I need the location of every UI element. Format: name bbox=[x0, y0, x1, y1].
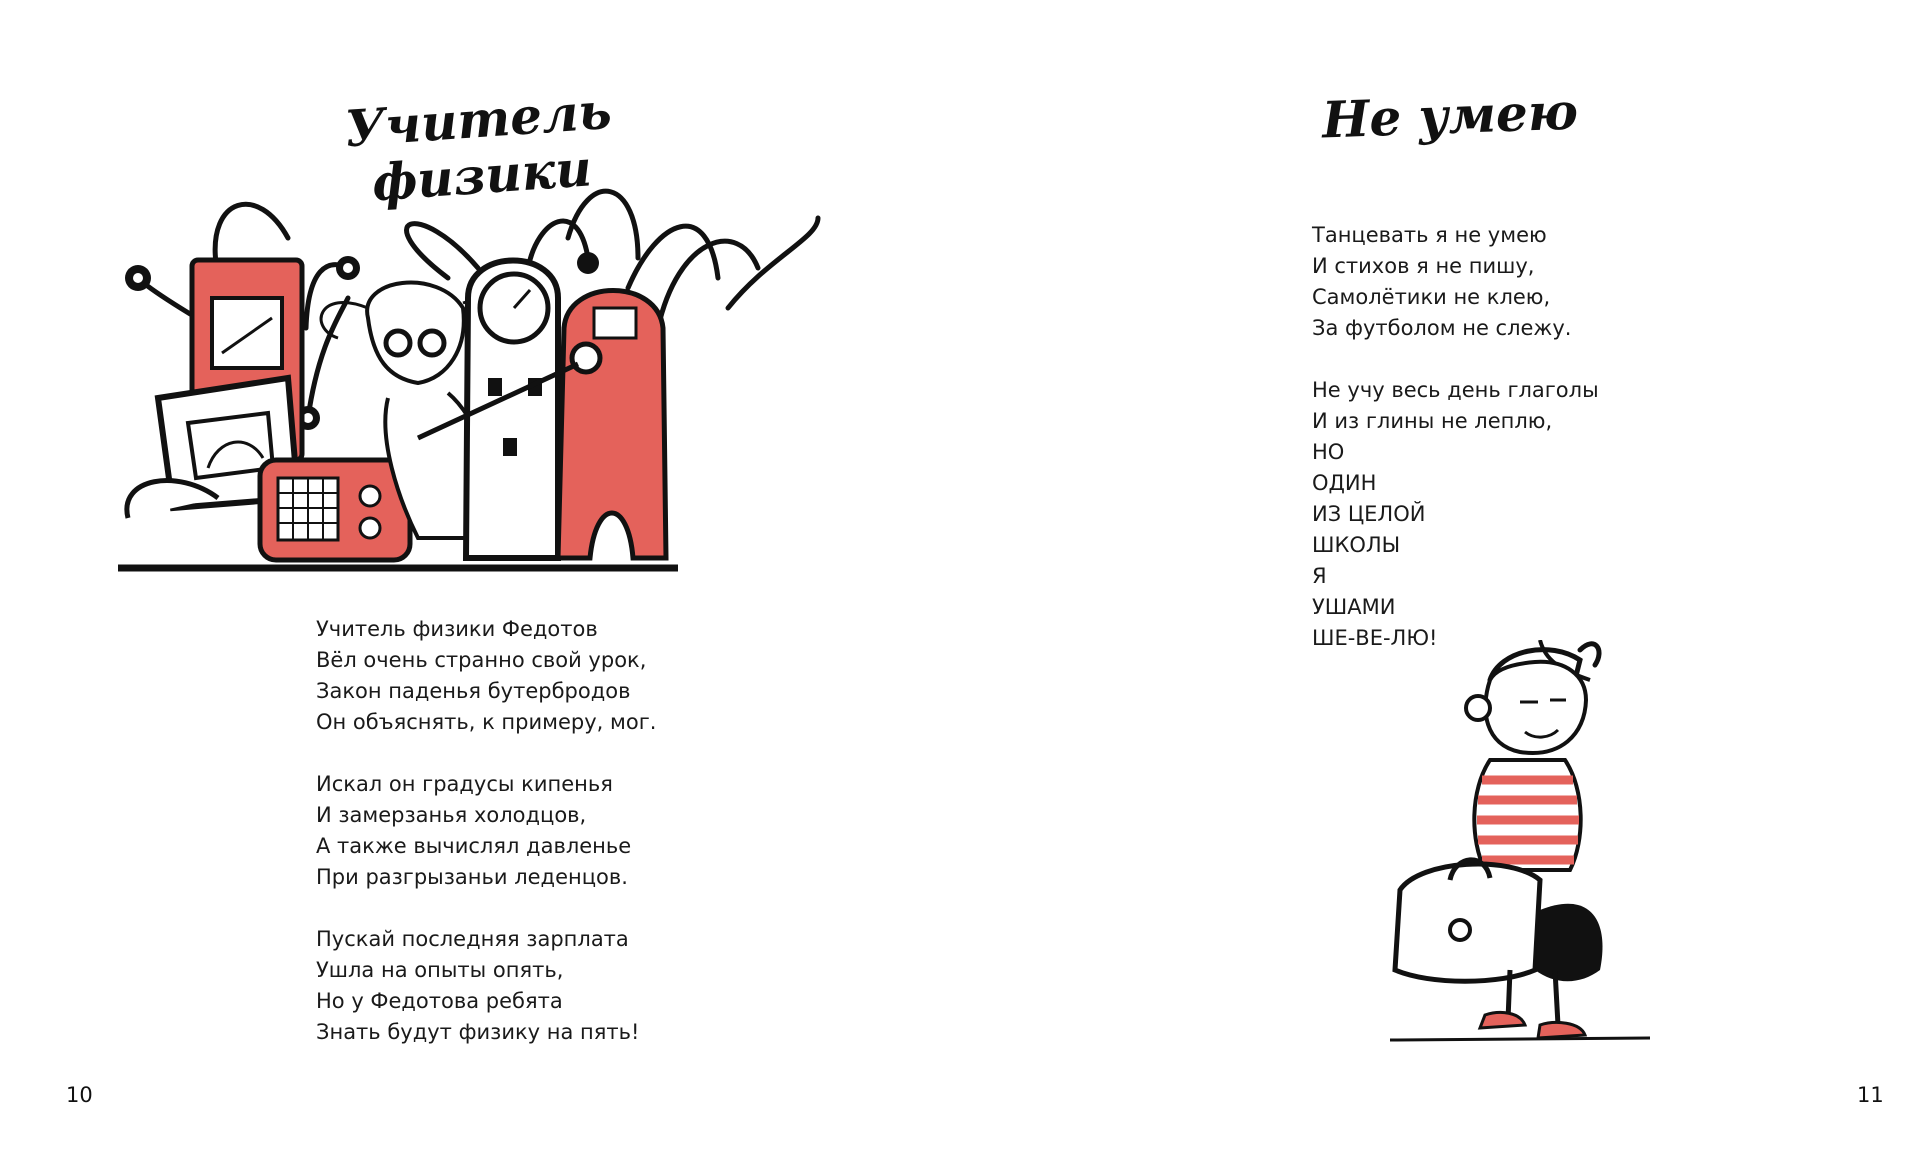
poem-line: ОДИН bbox=[1312, 471, 1377, 495]
stanza bbox=[316, 769, 656, 893]
poem-line: ШЕ-ВЕ-ЛЮ! bbox=[1312, 626, 1438, 650]
poem-line: ШКОЛЫ bbox=[1312, 533, 1401, 557]
stanza bbox=[1312, 375, 1599, 654]
poem-line: Закон паденья бутербродов bbox=[316, 679, 631, 703]
stanza bbox=[316, 614, 656, 738]
poem-line: ИЗ ЦЕЛОЙ bbox=[1312, 502, 1426, 526]
poem-line: Вёл очень странно свой урок, bbox=[316, 648, 647, 672]
poem-line: Я bbox=[1312, 564, 1327, 588]
poem-text bbox=[1312, 220, 1599, 654]
poem-line: Танцевать я не умею bbox=[1312, 223, 1547, 247]
stanza bbox=[316, 924, 656, 1048]
poem-line: И замерзанья холодцов, bbox=[316, 803, 587, 827]
poem-line: УШАМИ bbox=[1312, 595, 1396, 619]
poem-line: Но у Федотова ребята bbox=[316, 989, 563, 1013]
poem-line: Учитель физики Федотов bbox=[316, 617, 598, 641]
poem-title: Учитель физики bbox=[342, 80, 614, 213]
poem-line: За футболом не слежу. bbox=[1312, 316, 1572, 340]
poem-line: Не учу весь день глаголы bbox=[1312, 378, 1599, 402]
physics-teacher-illustration bbox=[118, 178, 848, 578]
poem-line: А также вычислял давленье bbox=[316, 834, 632, 858]
stanza bbox=[1312, 220, 1599, 344]
poem-line: Пускай последняя зарплата bbox=[316, 927, 629, 951]
poem-line: И стихов я не пишу, bbox=[1312, 254, 1535, 278]
poem-line: Самолётики не клею, bbox=[1312, 285, 1551, 309]
poem-line: Он объяснять, к примеру, мог. bbox=[316, 710, 657, 734]
boy-with-bag-illustration bbox=[1360, 640, 1660, 1050]
poem-line: При разгрызаньи леденцов. bbox=[316, 865, 628, 889]
poem-line: Знать будут физику на пять! bbox=[316, 1020, 640, 1044]
poem-line: Ушла на опыты опять, bbox=[316, 958, 564, 982]
page-number: 10 bbox=[66, 1083, 93, 1107]
poem-title: Не умею bbox=[1321, 81, 1579, 150]
page-number: 11 bbox=[1857, 1083, 1884, 1107]
poem-text bbox=[316, 614, 656, 1048]
poem-line: И из глины не леплю, bbox=[1312, 409, 1553, 433]
poem-line: Искал он градусы кипенья bbox=[316, 772, 613, 796]
right-page bbox=[960, 0, 1920, 1152]
poem-line: НО bbox=[1312, 440, 1345, 464]
